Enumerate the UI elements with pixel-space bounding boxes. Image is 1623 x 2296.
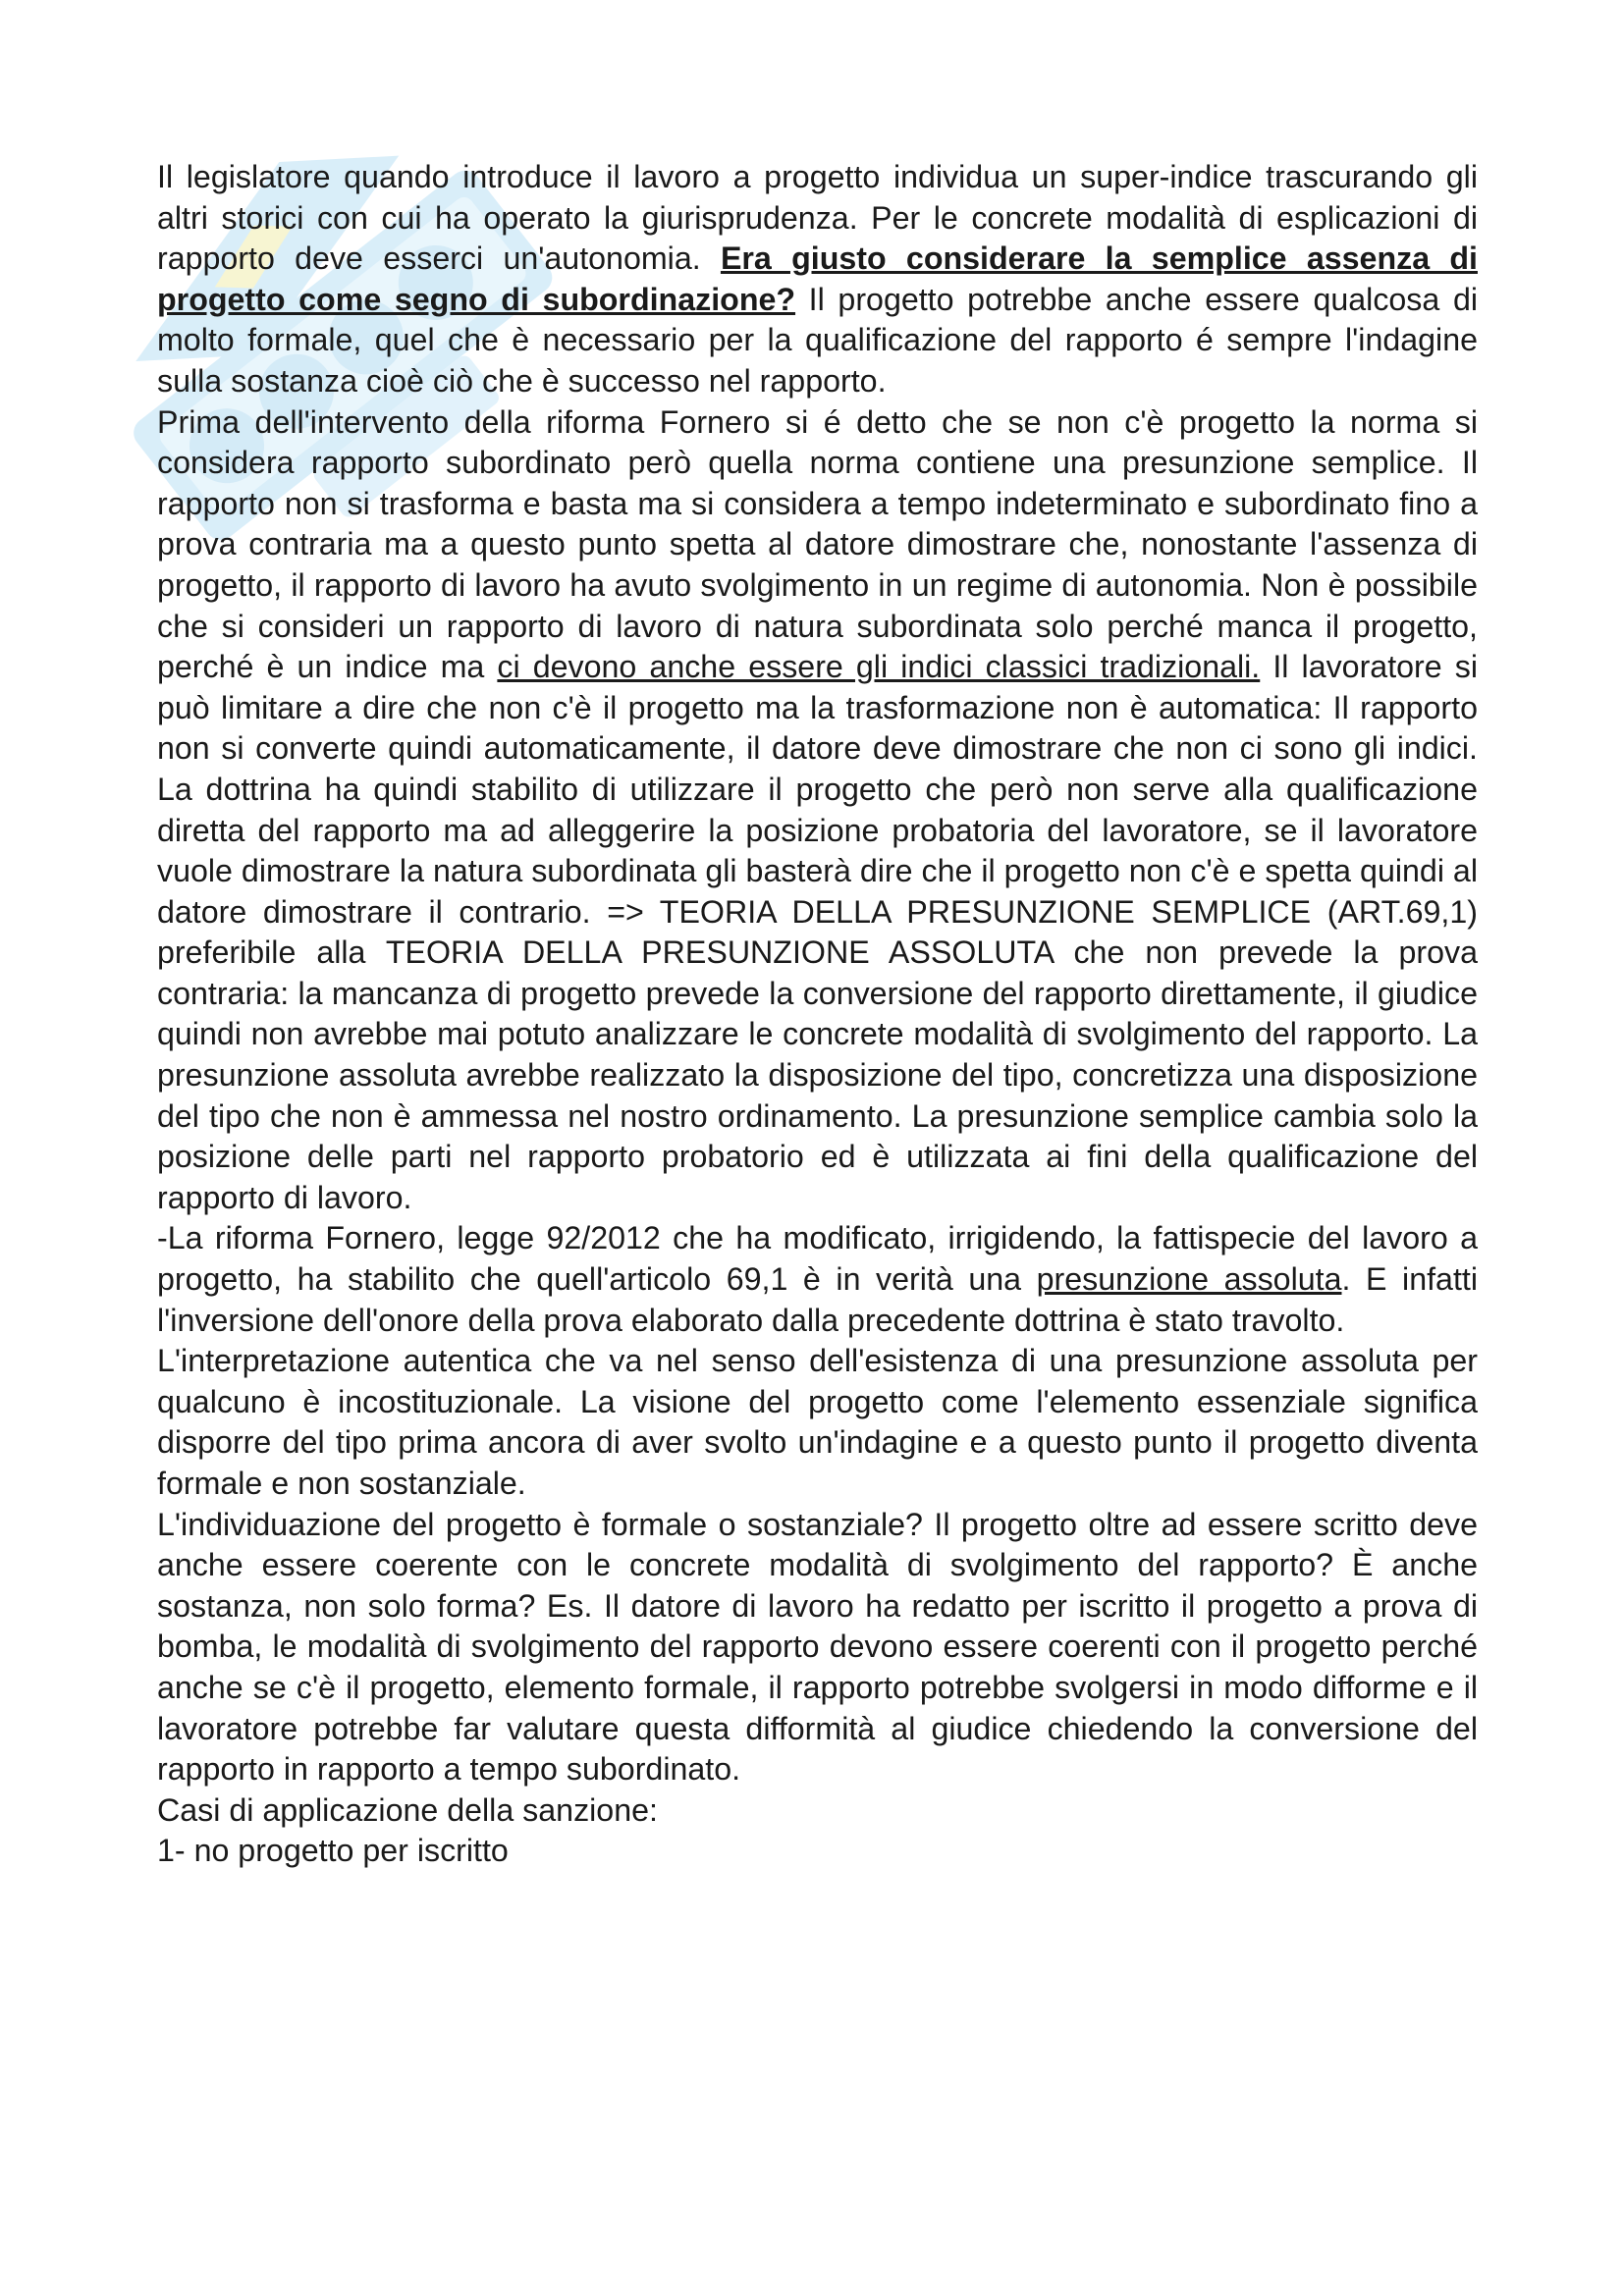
text-span: Il legislatore quando introduce il lavoro a progetto individua un super-indice trascurando gli altri storici con cui ha operato la giurisprudenza. Per le concrete modalità di esplicazioni di rapporto deve esserci un'autonomia. (157, 159, 1478, 277)
paragraph-riforma-fornero-prima (157, 402, 1478, 1219)
paragraph-casi-applicazione (157, 1790, 1478, 1832)
text-span: -La riforma Fornero, legge 92/2012 che ha modificato, irrigidendo, la fattispecie del lavoro a progetto, ha stabilito che quell'articolo 69,1 è in verità una (157, 1220, 1478, 1298)
text-span: Casi di applicazione della sanzione: (157, 1791, 658, 1828)
text-span: Prima dell'intervento della riforma Fornero si é detto che se non c'è progetto la norma si considera rapporto subordinato però quella norma contiene una presunzione semplice. Il rapporto non si trasforma e basta ma si considera a tempo indeterminato e subordinato fino a prova contraria ma a questo punto spetta al datore dimostrare che, nonostante l'assenza di progetto, il rapporto di lavoro ha avuto svolgimento in un regime di autonomia. Non è possibile che si consideri un rapporto di lavoro di natura subordinata solo perché manca il progetto, perché è un indice ma (157, 403, 1478, 685)
text-span: L'interpretazione autentica che va nel senso dell'esistenza di una presunzione assoluta per qualcuno è incostituzionale. La visione del progetto come l'elemento essenziale significa disporre del tipo prima ancora di aver svolto un'indagine e a questo punto il progetto diventa formale e non sostanziale. (157, 1343, 1478, 1501)
text-span: Il progetto potrebbe anche essere qualcosa di molto formale, quel che è necessario per la qualificazione del rapporto é sempre l'indagine sulla sostanza cioè ciò che è successo nel rapporto. (157, 281, 1478, 399)
text-span: Il lavoratore si può limitare a dire che non c'è il progetto ma la trasformazione non è automatica: Il rapporto non si converte quindi automaticamente, il datore deve dimostrare che non ci sono gli indici. La dottrina ha quindi stabilito di utilizzare il progetto che però non serve alla qualificazione diretta del rapporto ma ad alleggerire la posizione probatoria del lavoratore, se il lavoratore vuole dimostrare la natura subordinata gli basterà dire che il progetto non c'è e spetta quindi al datore dimostrare il contrario. => TEORIA DELLA PRESUNZIONE SEMPLICE (ART.69,1) preferibile alla TEORIA DELLA PRESUNZIONE ASSOLUTA che non prevede la prova contraria: la mancanza di progetto prevede la conversione del rapporto direttamente, il giudice quindi non avrebbe mai potuto analizzare le concrete modalità di svolgimento del rapporto. La presunzione assoluta avrebbe realizzato la disposizione del tipo, concretizza una disposizione del tipo che non è ammessa nel nostro ordinamento. La presunzione semplice cambia solo la posizione delle parti nel rapporto probatorio ed è utilizzata ai fini della qualificazione del rapporto di lavoro. (157, 649, 1479, 1215)
paragraph-individuazione-progetto (157, 1505, 1478, 1790)
text-span: . E infatti l'inversione dell'onore della prova elaborato dalla precedente dottrina è stato travolto. (157, 1261, 1478, 1338)
paragraph-super-indice (157, 157, 1478, 402)
underlined-phrase: ci devono anche essere gli indici classici tradizionali. (497, 649, 1261, 685)
text-span: 1- no progetto per iscritto (157, 1833, 509, 1869)
list-item (157, 1831, 1478, 1872)
paragraph-legge-92-2012 (157, 1218, 1478, 1341)
bold-underlined-question: Era giusto considerare la semplice assenza di progetto come segno di subordinazione? (157, 240, 1478, 317)
underlined-phrase: presunzione assoluta (1036, 1261, 1342, 1298)
document-body (157, 157, 1478, 1872)
text-span: L'individuazione del progetto è formale o sostanziale? Il progetto oltre ad essere scritto deve anche essere coerente con le concrete modalità di svolgimento del rapporto? È anche sostanza, non solo forma? Es. Il datore di lavoro ha redatto per iscritto il progetto a prova di bomba, le modalità di svolgimento del rapporto devono essere coerenti con il progetto perché anche se c'è il progetto, elemento formale, il rapporto potrebbe svolgersi in modo difforme e il lavoratore potrebbe far valutare questa difformità al giudice chiedendo la conversione del rapporto in rapporto a tempo subordinato. (157, 1506, 1478, 1788)
paragraph-interpretazione-autentica (157, 1341, 1478, 1504)
